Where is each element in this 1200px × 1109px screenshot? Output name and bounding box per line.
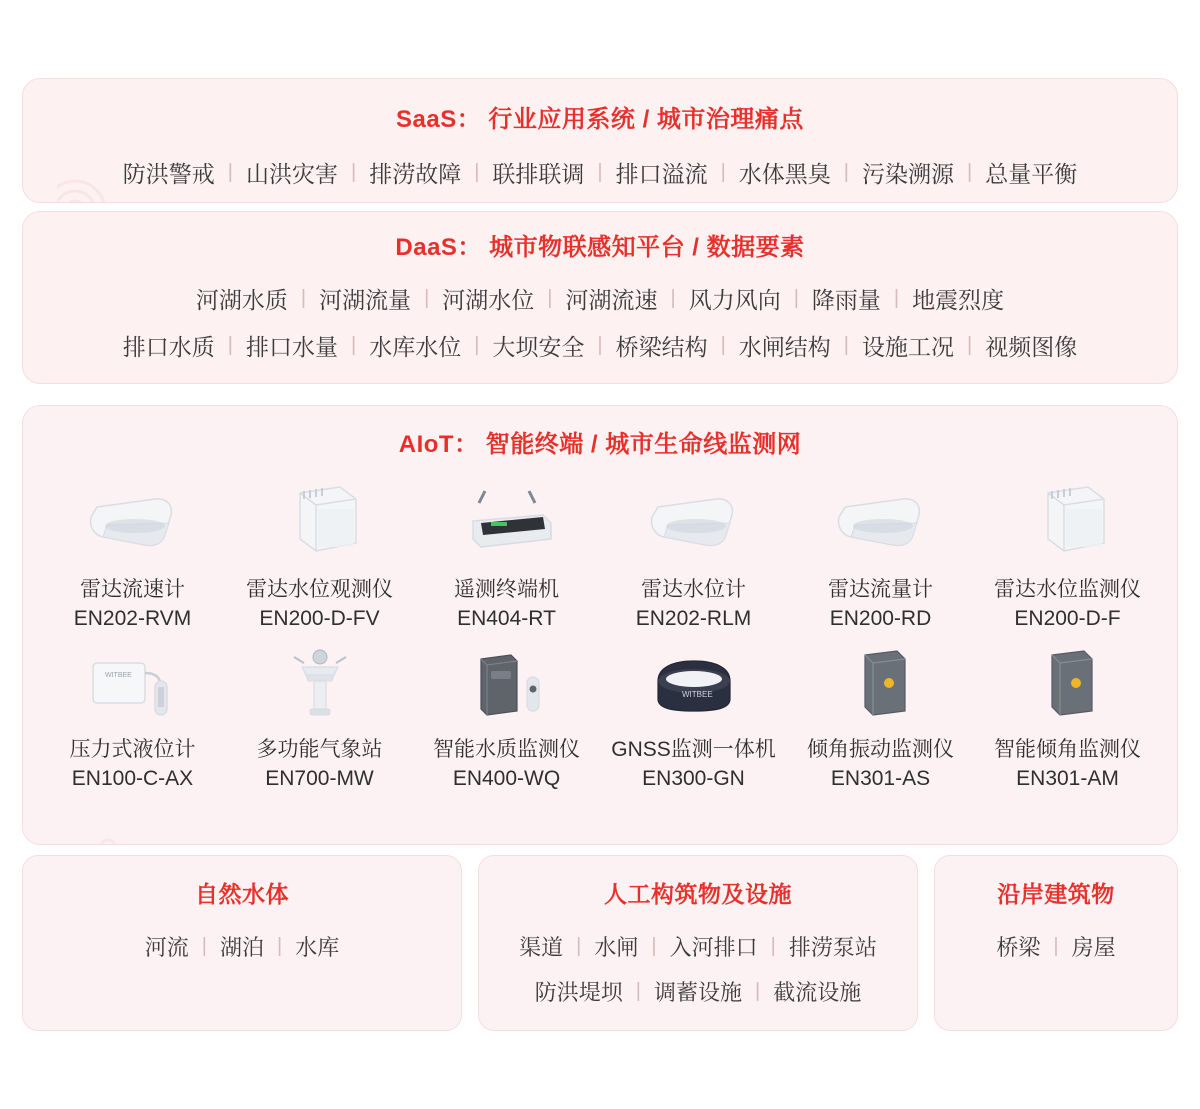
device-name: 多功能气象站: [256, 738, 383, 761]
list-item[interactable]: 水体黑臭: [738, 161, 831, 187]
device-model: EN300-GN: [642, 767, 745, 790]
daas-title: DaaS： 城市物联感知平台 / 数据要素: [395, 234, 805, 261]
list-item[interactable]: 污染溯源: [862, 161, 954, 187]
list-item[interactable]: 房屋: [1071, 935, 1116, 960]
shore-buildings-title: 沿岸建筑物: [997, 881, 1115, 907]
device-model: EN202-RLM: [635, 607, 752, 630]
device-model: EN200-RD: [829, 607, 932, 630]
device-item[interactable]: [226, 477, 413, 631]
device-model: EN200-D-FV: [259, 607, 380, 630]
list-item[interactable]: 视频图像: [985, 334, 1078, 360]
weather-station-icon: [260, 637, 380, 725]
separator: |: [651, 935, 657, 957]
device-model: EN200-D-F: [1014, 607, 1121, 630]
separator: |: [474, 161, 480, 183]
separator: |: [300, 287, 307, 309]
device-item[interactable]: [39, 637, 226, 791]
device-model: EN100-C-AX: [71, 767, 194, 790]
device-name: 遥测终端机: [454, 578, 559, 601]
list-item[interactable]: 水闸: [594, 935, 639, 960]
separator: |: [350, 161, 357, 183]
separator: |: [424, 287, 430, 309]
device-item[interactable]: [226, 637, 413, 791]
separator: |: [1053, 935, 1059, 957]
artificial-structures-card: [478, 855, 918, 1031]
separator: |: [670, 287, 676, 309]
natural-water-body-items: [23, 931, 461, 962]
separator: |: [597, 334, 603, 356]
smart-tilt-sensor-icon: [1008, 637, 1128, 725]
list-item[interactable]: 水库: [295, 935, 340, 960]
radar-velocity-sensor-icon: [73, 477, 193, 565]
device-model: EN700-MW: [265, 767, 374, 790]
list-item[interactable]: 桥梁: [996, 935, 1041, 960]
list-item[interactable]: 排口水量: [245, 334, 338, 360]
saas-title: SaaS： 行业应用系统 / 城市治理痛点: [396, 106, 804, 133]
separator: |: [277, 935, 283, 957]
aiot-title: AIoT： 智能终端 / 城市生命线监测网: [398, 431, 802, 458]
separator: |: [635, 980, 641, 1002]
device-item[interactable]: [413, 477, 600, 631]
gnss-monitor-icon: [634, 637, 754, 725]
list-item[interactable]: 防洪警戒: [122, 161, 215, 187]
radar-level-box-icon: [260, 477, 380, 565]
device-name: 雷达流速计: [80, 578, 185, 601]
list-item[interactable]: 大坝安全: [492, 334, 585, 360]
device-item[interactable]: [413, 637, 600, 791]
list-item[interactable]: 渠道: [519, 935, 564, 960]
device-model: EN301-AS: [830, 767, 931, 790]
list-item[interactable]: 河湖水质: [195, 287, 288, 313]
separator: |: [227, 161, 233, 183]
aiot-device-grid: [23, 477, 1177, 791]
device-name: 雷达水位计: [641, 578, 746, 601]
rtu-router-icon: [447, 477, 567, 565]
separator: |: [755, 980, 761, 1002]
separator: |: [793, 287, 799, 309]
list-item[interactable]: 河流: [144, 935, 189, 960]
list-item[interactable]: 湖泊: [219, 935, 264, 960]
list-item[interactable]: 山洪灾害: [245, 161, 338, 187]
device-item[interactable]: [974, 477, 1161, 631]
list-item[interactable]: 河湖流速: [565, 287, 658, 313]
saas-item-row: [23, 156, 1177, 189]
list-item[interactable]: 排涝泵站: [788, 935, 877, 960]
separator: |: [967, 334, 973, 356]
list-item[interactable]: 水闸结构: [738, 334, 831, 360]
separator: |: [843, 334, 849, 356]
daas-layer-card: [22, 211, 1178, 384]
device-name: GNSS监测一体机: [611, 738, 776, 761]
list-item[interactable]: 调蓄设施: [653, 980, 742, 1005]
list-item[interactable]: 水库水位: [369, 334, 462, 360]
list-item[interactable]: 地震烈度: [912, 287, 1005, 313]
separator: |: [597, 161, 603, 183]
daas-item-row-1: [23, 282, 1177, 315]
device-item[interactable]: [39, 477, 226, 631]
list-item[interactable]: 设施工况: [862, 334, 954, 360]
svg-text:WITBEE: WITBEE: [104, 672, 132, 679]
svg-text:WITBEE: WITBEE: [681, 690, 713, 699]
separator: |: [474, 334, 480, 356]
list-item[interactable]: 桥梁结构: [615, 334, 708, 360]
separator: |: [201, 935, 207, 957]
separator: |: [227, 334, 233, 356]
list-item[interactable]: 入河排口: [669, 935, 758, 960]
list-item[interactable]: 排涝故障: [369, 161, 462, 187]
separator: |: [720, 161, 726, 183]
device-name: 倾角振动监测仪: [807, 738, 954, 761]
saas-layer-card: [22, 78, 1178, 203]
list-item[interactable]: 河湖流量: [319, 287, 412, 313]
separator: |: [720, 334, 726, 356]
pressure-level-gauge-icon: [73, 637, 193, 725]
list-item[interactable]: 防洪堤坝: [534, 980, 623, 1005]
device-model: EN400-WQ: [452, 767, 561, 790]
daas-item-row-2: [23, 329, 1177, 362]
device-item[interactable]: [974, 637, 1161, 791]
shore-buildings-items: [935, 931, 1177, 962]
aiot-layer-card: [22, 405, 1178, 845]
natural-water-body-card: [22, 855, 462, 1031]
artificial-structures-title: 人工构筑物及设施: [604, 881, 792, 907]
device-name: 雷达水位监测仪: [994, 578, 1141, 601]
separator: |: [547, 287, 553, 309]
list-item[interactable]: 排口水质: [122, 334, 215, 360]
radar-level-monitor-icon: [1008, 477, 1128, 565]
list-item[interactable]: 排口溢流: [615, 161, 708, 187]
list-item[interactable]: 总量平衡: [985, 161, 1078, 187]
device-name: 雷达流量计: [828, 578, 933, 601]
separator: |: [843, 161, 849, 183]
water-quality-monitor-icon: [447, 637, 567, 725]
device-item[interactable]: [787, 477, 974, 631]
device-model: EN301-AM: [1016, 767, 1119, 790]
separator: |: [770, 935, 776, 957]
network-node-icon: [69, 836, 147, 845]
device-name: 智能倾角监测仪: [994, 738, 1141, 761]
separator: |: [967, 161, 973, 183]
device-name: 智能水质监测仪: [433, 738, 580, 761]
list-item[interactable]: 截流设施: [773, 980, 862, 1005]
device-item[interactable]: [600, 637, 787, 791]
radar-flow-sensor-icon: [821, 477, 941, 565]
list-item[interactable]: 降雨量: [811, 287, 881, 313]
tilt-vibration-sensor-icon: [821, 637, 941, 725]
device-name: 压力式液位计: [69, 738, 196, 761]
separator: |: [576, 935, 582, 957]
artificial-structures-items-2: [479, 976, 917, 1007]
separator: |: [350, 334, 357, 356]
device-model: EN404-RT: [457, 607, 556, 630]
artificial-structures-items-1: [479, 931, 917, 962]
device-item[interactable]: [787, 637, 974, 791]
list-item[interactable]: 风力风向: [688, 287, 781, 313]
list-item[interactable]: 河湖水位: [442, 287, 535, 313]
shore-buildings-card: [934, 855, 1178, 1031]
list-item[interactable]: 联排联调: [492, 161, 585, 187]
radar-level-sensor-icon: [634, 477, 754, 565]
device-item[interactable]: [600, 477, 787, 631]
device-name: 雷达水位观测仪: [246, 578, 393, 601]
device-model: EN202-RVM: [73, 607, 192, 630]
natural-water-body-title: 自然水体: [195, 881, 289, 907]
separator: |: [893, 287, 900, 309]
